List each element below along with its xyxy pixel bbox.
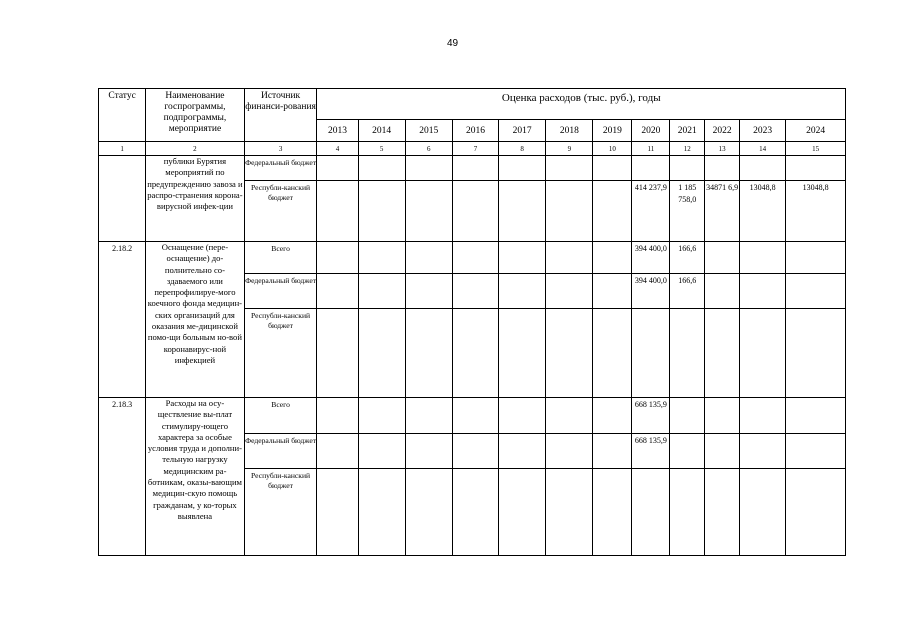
value-cell <box>786 242 846 274</box>
value-cell <box>358 434 405 469</box>
value-cell <box>546 181 593 242</box>
year-header: 2023 <box>740 120 786 142</box>
value-cell <box>740 156 786 181</box>
value-cell: 668 135,9 <box>632 434 670 469</box>
funding-source-cell: Федеральный бюджет <box>244 156 317 181</box>
year-header: 2021 <box>670 120 705 142</box>
value-cell <box>405 469 452 556</box>
funding-source-cell: Федеральный бюджет <box>244 434 317 469</box>
value-cell: 13048,8 <box>740 181 786 242</box>
value-cell <box>499 156 546 181</box>
value-cell <box>405 156 452 181</box>
value-cell <box>358 181 405 242</box>
value-cell: 394 400,0 <box>632 242 670 274</box>
value-cell <box>317 181 358 242</box>
value-cell <box>358 274 405 309</box>
value-cell <box>452 242 498 274</box>
funding-source-cell: Всего <box>244 398 317 434</box>
value-cell <box>546 434 593 469</box>
value-cell <box>546 242 593 274</box>
value-cell: 668 135,9 <box>632 398 670 434</box>
value-cell <box>405 274 452 309</box>
value-cell <box>740 398 786 434</box>
funding-source-cell: Республи-канский бюджет <box>244 309 317 398</box>
status-cell <box>99 156 146 242</box>
column-number: 12 <box>670 142 705 156</box>
value-cell <box>740 242 786 274</box>
value-cell <box>593 274 632 309</box>
value-cell <box>705 309 740 398</box>
column-number: 8 <box>499 142 546 156</box>
column-number: 9 <box>546 142 593 156</box>
column-number: 6 <box>405 142 452 156</box>
value-cell <box>405 434 452 469</box>
column-number: 14 <box>740 142 786 156</box>
table-row <box>99 156 846 181</box>
column-number: 7 <box>452 142 498 156</box>
value-cell <box>452 398 498 434</box>
value-cell <box>593 434 632 469</box>
funding-source-cell: Республи-канский бюджет <box>244 469 317 556</box>
value-cell <box>499 309 546 398</box>
value-cell <box>405 309 452 398</box>
value-cell <box>546 156 593 181</box>
status-cell: 2.18.2 <box>99 242 146 398</box>
value-cell: 34871 6,9 <box>705 181 740 242</box>
value-cell <box>317 156 358 181</box>
table-row <box>99 242 846 274</box>
value-cell <box>670 156 705 181</box>
value-cell <box>499 181 546 242</box>
value-cell <box>499 434 546 469</box>
value-cell <box>670 469 705 556</box>
value-cell <box>705 469 740 556</box>
value-cell <box>705 274 740 309</box>
year-header: 2020 <box>632 120 670 142</box>
table-row <box>99 398 846 434</box>
value-cell <box>452 156 498 181</box>
year-header: 2017 <box>499 120 546 142</box>
value-cell <box>740 309 786 398</box>
year-header: 2018 <box>546 120 593 142</box>
year-header: 2019 <box>593 120 632 142</box>
value-cell <box>705 242 740 274</box>
value-cell <box>452 181 498 242</box>
value-cell: 1 185 758,0 <box>670 181 705 242</box>
value-cell <box>358 156 405 181</box>
column-number: 10 <box>593 142 632 156</box>
budget-table <box>98 88 846 556</box>
value-cell <box>593 156 632 181</box>
value-cell <box>546 469 593 556</box>
value-cell <box>405 398 452 434</box>
value-cell <box>499 469 546 556</box>
value-cell <box>786 398 846 434</box>
year-header: 2016 <box>452 120 498 142</box>
value-cell <box>593 469 632 556</box>
page-number: 49 <box>446 38 459 49</box>
column-number: 1 <box>99 142 146 156</box>
value-cell <box>740 469 786 556</box>
value-cell: 166,6 <box>670 274 705 309</box>
value-cell <box>632 309 670 398</box>
value-cell <box>452 469 498 556</box>
value-cell <box>670 309 705 398</box>
value-cell: 394 400,0 <box>632 274 670 309</box>
value-cell: 13048,8 <box>786 181 846 242</box>
value-cell <box>358 242 405 274</box>
value-cell <box>358 469 405 556</box>
value-cell <box>740 434 786 469</box>
value-cell <box>452 309 498 398</box>
column-number: 5 <box>358 142 405 156</box>
measure-name-cell: Расходы на осу-ществление вы-плат стимулиру-ющего характера за особые условия труда и дополни-тельную нагрузку медицинским ра-ботникам, оказы-вающим медицин-скую помощь гражданам, у ко-торых выявлена <box>146 398 244 556</box>
column-number: 13 <box>705 142 740 156</box>
value-cell <box>670 398 705 434</box>
value-cell <box>546 274 593 309</box>
value-cell <box>786 274 846 309</box>
value-cell <box>546 309 593 398</box>
value-cell <box>705 156 740 181</box>
value-cell <box>317 434 358 469</box>
year-header: 2022 <box>705 120 740 142</box>
measure-name-cell: публики Бурятия мероприятий по предупреждению завоза и распро-странения корона-вирусной инфек-ции <box>146 156 244 242</box>
value-cell <box>786 469 846 556</box>
value-cell <box>740 274 786 309</box>
status-cell: 2.18.3 <box>99 398 146 556</box>
value-cell <box>452 274 498 309</box>
value-cell <box>786 434 846 469</box>
value-cell <box>546 398 593 434</box>
value-cell: 414 237,9 <box>632 181 670 242</box>
funding-source-cell: Республи-канский бюджет <box>244 181 317 242</box>
value-cell <box>632 156 670 181</box>
value-cell <box>317 242 358 274</box>
header-status: Статус <box>99 89 146 142</box>
header-expenses: Оценка расходов (тыс. руб.), годы <box>317 89 846 120</box>
year-header: 2015 <box>405 120 452 142</box>
column-number: 11 <box>632 142 670 156</box>
value-cell <box>358 398 405 434</box>
year-header: 2013 <box>317 120 358 142</box>
header-source: Источник финанси-рования <box>244 89 317 142</box>
value-cell <box>593 398 632 434</box>
value-cell <box>593 309 632 398</box>
value-cell <box>499 242 546 274</box>
value-cell <box>358 309 405 398</box>
value-cell <box>786 309 846 398</box>
column-number: 2 <box>146 142 244 156</box>
year-header: 2024 <box>786 120 846 142</box>
value-cell <box>452 434 498 469</box>
value-cell <box>499 398 546 434</box>
value-cell <box>317 274 358 309</box>
value-cell <box>670 434 705 469</box>
column-number: 15 <box>786 142 846 156</box>
measure-name-cell: Оснащение (пере-оснащение) до-полнительно со-здаваемого или перепрофилируе-мого коечного фонда медицин-ских организаций для оказания ме-дицинской помо-щи больным но-вой коронавирус-ной инфекцией <box>146 242 244 398</box>
value-cell <box>705 398 740 434</box>
value-cell <box>317 309 358 398</box>
value-cell <box>317 398 358 434</box>
value-cell <box>405 242 452 274</box>
column-number: 4 <box>317 142 358 156</box>
funding-source-cell: Всего <box>244 242 317 274</box>
value-cell <box>593 181 632 242</box>
value-cell <box>405 181 452 242</box>
value-cell <box>786 156 846 181</box>
value-cell <box>705 434 740 469</box>
funding-source-cell: Федеральный бюджет <box>244 274 317 309</box>
value-cell <box>632 469 670 556</box>
header-name: Наименование госпрограммы, подпрограммы, мероприятие <box>146 89 244 142</box>
value-cell: 166,6 <box>670 242 705 274</box>
value-cell <box>317 469 358 556</box>
year-header: 2014 <box>358 120 405 142</box>
value-cell <box>499 274 546 309</box>
value-cell <box>593 242 632 274</box>
column-number: 3 <box>244 142 317 156</box>
